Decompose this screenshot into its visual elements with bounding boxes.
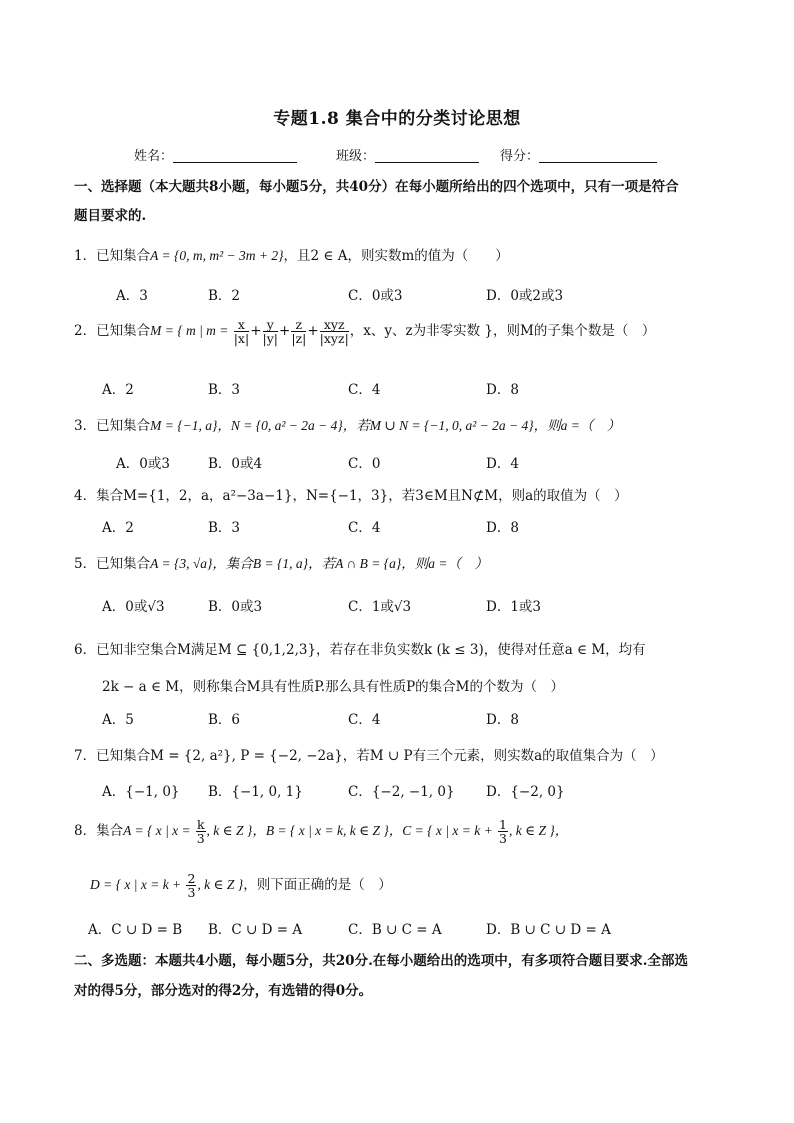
- q8-post: ，则下面正确的是（ ）: [243, 877, 392, 893]
- q8-option-c[interactable]: C．B ∪ C = A: [348, 922, 442, 938]
- q2-frac-xyz: $\frac{\text{xyz}}{\text{|xyz|}}$: [319, 317, 349, 346]
- page-title: 专题1.8 集合中的分类讨论思想: [273, 109, 521, 129]
- q2-math-tail: ，x、y、z为非零实数 }: [349, 323, 494, 339]
- q5-option-c[interactable]: C．1或√3: [348, 599, 412, 615]
- class-field: [336, 145, 479, 164]
- q4-option-b[interactable]: B．3: [208, 520, 241, 536]
- q2-option-a[interactable]: A．2: [102, 382, 134, 398]
- q2-frac-z: $\frac{z}{|z|}$: [291, 317, 307, 346]
- q6-option-a[interactable]: A．5: [102, 712, 134, 728]
- q1-stem: [74, 244, 509, 264]
- q8-stem-line2: [90, 872, 392, 899]
- class-blank[interactable]: [375, 148, 479, 163]
- name-label: 姓名：: [134, 149, 174, 164]
- q5-pre: 5．已知集合: [74, 556, 151, 572]
- q6-option-b[interactable]: B．6: [208, 712, 241, 728]
- q2-option-b[interactable]: B．3: [208, 382, 241, 398]
- section1-header-line1: 一、选择题（本大题共8小题，每小题5分，共40分）在每小题所给出的四个选项中，只有一项是符合: [74, 179, 679, 195]
- score-label: 得分：: [500, 149, 540, 164]
- q5-math: A = {3, √a}，集合B = {1, a}，若A ∩ B = {a}，则a =（ ）: [150, 556, 488, 571]
- q2-post: ，则M的子集个数是（ ）: [493, 323, 656, 339]
- q4-option-a[interactable]: A．2: [102, 520, 134, 536]
- q3-option-b[interactable]: B．0或4: [208, 456, 263, 472]
- q2-option-d[interactable]: D．8: [486, 382, 519, 398]
- q5-option-a[interactable]: A．0或√3: [102, 599, 165, 615]
- q7-option-c[interactable]: C．{−2, −1, 0}: [348, 784, 455, 800]
- q8-stem-line1: [74, 818, 568, 845]
- q2-option-c[interactable]: C．4: [348, 382, 381, 398]
- q8-a-end: , k ∈ Z }: [206, 823, 253, 838]
- q8-d-end: , k ∈ Z }: [197, 877, 244, 892]
- q4-stem: 4．集合M={1，2，a，a²−3a−1}，N={−1，3}，若3∈M且N⊄M，则a的取值为（ ）: [74, 488, 628, 504]
- q8-d-start: D = { x | x = k +: [90, 877, 182, 892]
- q8-a-start: A = { x | x =: [123, 823, 191, 838]
- name-field: [134, 145, 297, 164]
- name-blank[interactable]: [173, 148, 297, 163]
- q7-option-b[interactable]: B．{−1, 0, 1}: [208, 784, 303, 800]
- section1-header-line2: 题目要求的.: [74, 208, 147, 224]
- q4-option-c[interactable]: C．4: [348, 520, 381, 536]
- q2-math-start: M = { m | m =: [150, 323, 229, 338]
- q2-frac-x: $\frac{x}{|x|}$: [233, 317, 250, 346]
- q5-stem: [74, 552, 488, 572]
- score-blank[interactable]: [539, 148, 657, 163]
- q7-option-a[interactable]: A．{−1, 0}: [102, 784, 180, 800]
- q3-pre: 3．已知集合: [74, 418, 151, 434]
- q6-option-d[interactable]: D．8: [486, 712, 519, 728]
- q4-option-d[interactable]: D．8: [486, 520, 519, 536]
- q1-pre: 1．已知集合: [74, 248, 151, 264]
- section2-header-line2: 对的得5分，部分选对的得2分，有选错的得0分。: [74, 983, 373, 999]
- q8-option-d[interactable]: D．B ∪ C ∪ D = A: [486, 922, 611, 938]
- section2-header-line1: 二、多选题：本题共4小题，每小题5分，共20分.在每小题给出的选项中，有多项符合题目要求.全部选: [74, 953, 688, 969]
- q2-frac-y: $\frac{y}{|y|}$: [262, 317, 279, 346]
- q6-stem-line1: 6．已知非空集合M满足M ⊆ {0,1,2,3}，若存在非负实数k (k ≤ 3)，使得对任意a ∈ M，均有: [74, 642, 646, 658]
- class-label: 班级：: [336, 149, 376, 164]
- q8-frac-a: $\frac{k}{3}$: [196, 817, 205, 846]
- q3-option-c[interactable]: C．0: [348, 456, 381, 472]
- q8-option-a[interactable]: A．C ∪ D = B: [88, 922, 183, 938]
- score-field: [500, 145, 657, 164]
- q5-option-b[interactable]: B．0或3: [208, 599, 263, 615]
- q1-option-b[interactable]: B．2: [208, 288, 241, 304]
- q1-math: A = {0, m, m² − 3m + 2}: [150, 248, 284, 263]
- q8-b-set: ，B = { x | x = k, k ∈ Z }，: [252, 823, 403, 838]
- q1-option-c[interactable]: C．0或3: [348, 288, 403, 304]
- q1-option-d[interactable]: D．0或2或3: [486, 288, 564, 304]
- q1-option-a[interactable]: A．3: [116, 288, 148, 304]
- q6-stem-line2: 2k − a ∈ M，则称集合M具有性质P.那么具有性质P的集合M的个数为（ ）: [102, 679, 564, 695]
- section2-header: [74, 950, 688, 1002]
- q8-frac-c: $\frac{1}{3}$: [499, 817, 507, 846]
- q8-c-start: C = { x | x = k +: [402, 823, 493, 838]
- section1-header: [74, 176, 679, 227]
- q3-math: M = {−1, a}，N = {0, a² − 2a − 4}，若M ∪ N = {−1, 0, a² − 2a − 4}，则a =（ ）: [150, 418, 621, 433]
- q3-option-a[interactable]: A．0或3: [116, 456, 170, 472]
- q8-pre: 8．集合: [74, 823, 124, 839]
- q3-stem: [74, 414, 620, 434]
- q5-option-d[interactable]: D．1或3: [486, 599, 542, 615]
- q6-option-c[interactable]: C．4: [348, 712, 381, 728]
- q7-stem: 7．已知集合M = {2, a²}, P = {−2, −2a}，若M ∪ P有三个元素，则实数a的取值集合为（ ）: [74, 748, 664, 764]
- q7-option-d[interactable]: D．{−2, 0}: [486, 784, 565, 800]
- q2-stem: 2．已知集合M = { m | m = $\frac{x}{|x|}$ + $\frac{y}{|y|}$ + $\frac{z}{|z|}$ + $\frac{\text{xyz}}{\text{|xyz|}}$ ，x、y、z为非零实数 }，则M的子集个数是（ ）: [74, 317, 656, 346]
- q2-pre: 2．已知集合: [74, 323, 151, 339]
- q8-c-end: , k ∈ Z }，: [508, 823, 569, 838]
- q8-option-b[interactable]: B．C ∪ D = A: [208, 922, 303, 938]
- q8-frac-d: $\frac{2}{3}$: [187, 871, 196, 900]
- q3-option-d[interactable]: D．4: [486, 456, 519, 472]
- q1-post: ，且2 ∈ A，则实数m的值为（ ）: [283, 248, 509, 264]
